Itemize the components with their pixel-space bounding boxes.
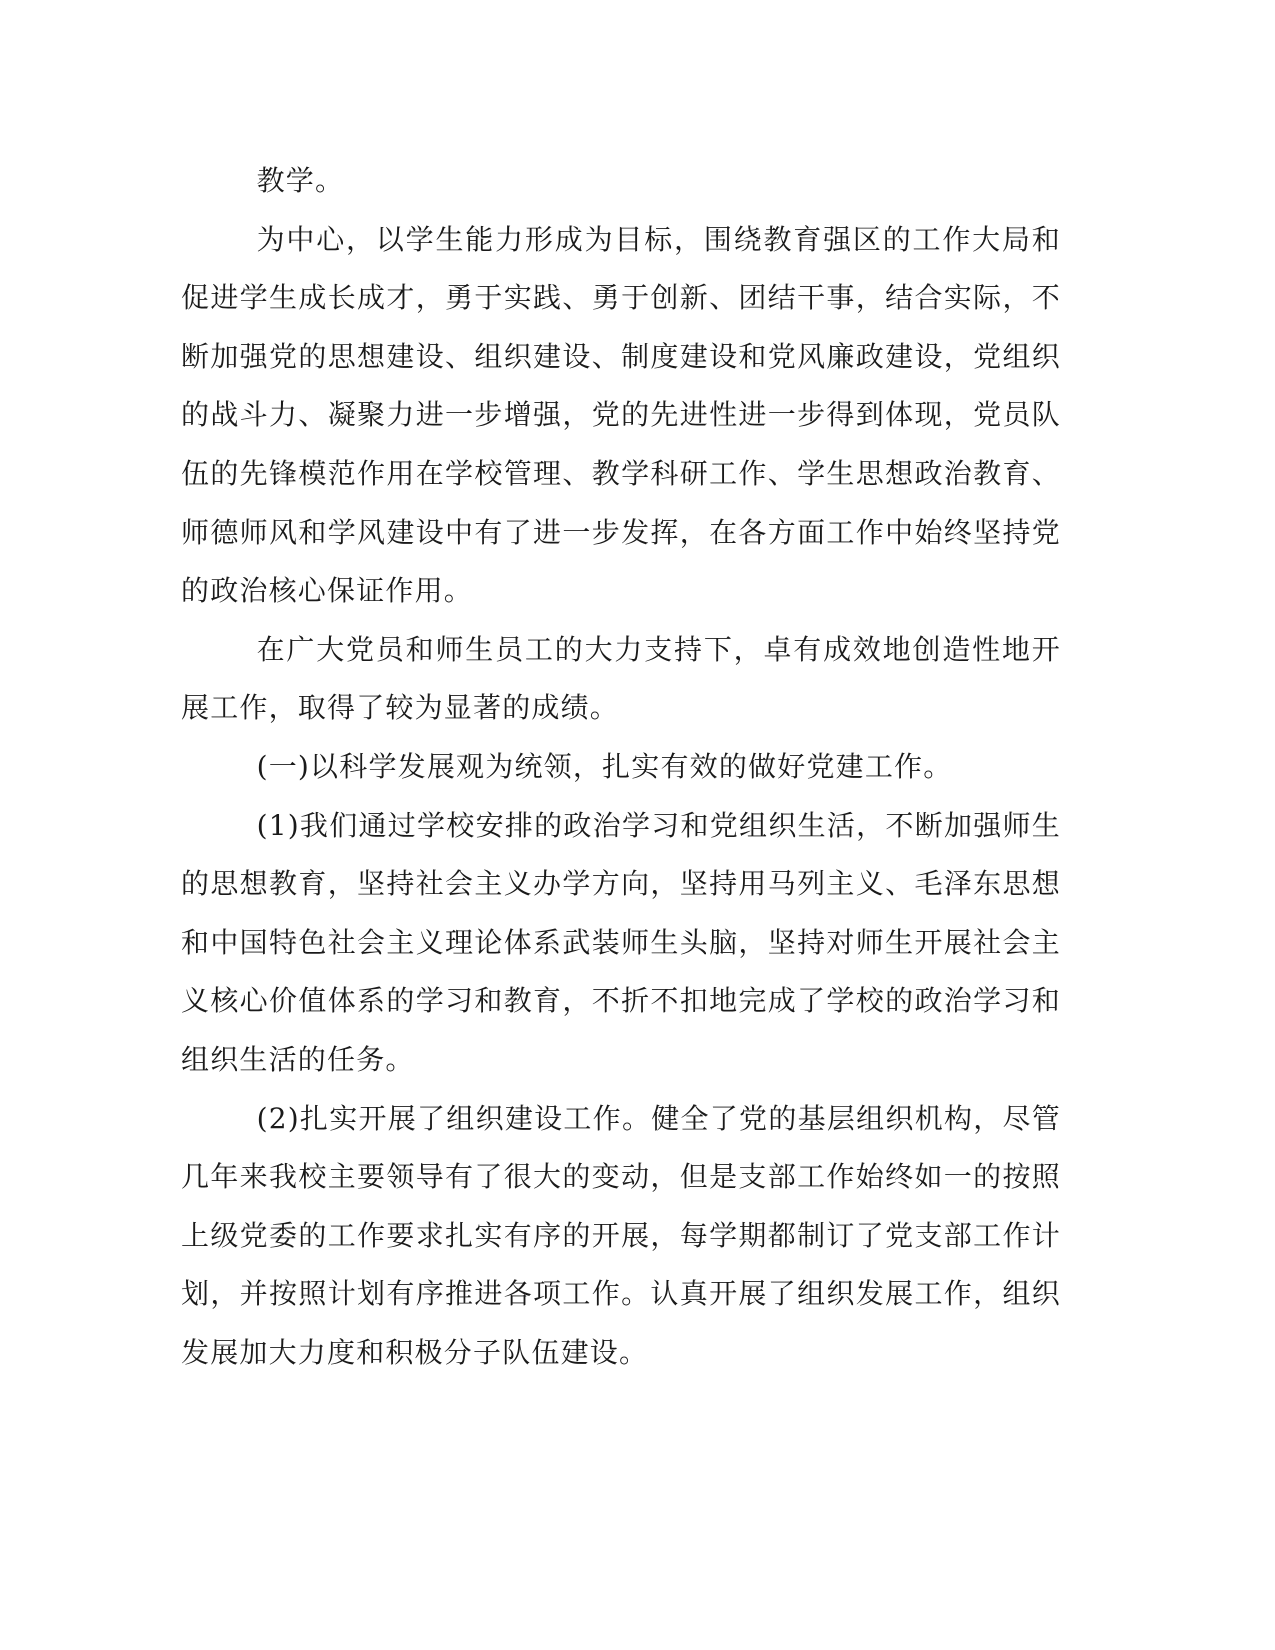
section-heading-1: (一)以科学发展观为统领，扎实有效的做好党建工作。 <box>256 749 953 783</box>
paragraph-teaching: 教学。 <box>256 164 345 197</box>
paragraph-item-2: (2)扎实开展了组织建设工作。健全了党的基层组织机构，尽管几年来我校主要领导有了很大的变动，但是支部工作始终如一的按照上级党委的工作要求扎实有序的开展，每学期都制订了党支部工作计划，并按照计划有序推进各项工作。认真开展了组织发展工作，组织发展加大力度和积极分子队伍建设。 <box>181 1101 1061 1369</box>
paragraph-item-1: (1)我们通过学校安排的政治学习和党组织生活，不断加强师生的思想教育，坚持社会主义办学方向，坚持用马列主义、毛泽东思想和中国特色社会主义理论体系武装师生头脑，坚持对师生开展社会主义核心价值体系的学习和教育，不折不扣地完成了学校的政治学习和组织生活的任务。 <box>181 808 1061 1076</box>
paragraph-party-building-overview: 为中心，以学生能力形成为目标，围绕教育强区的工作大局和促进学生成长成才，勇于实践、勇于创新、团结干事，结合实际，不断加强党的思想建设、组织建设、制度建设和党风廉政建设，党组织的战斗力、凝聚力进一步增强，党的先进性进一步得到体现，党员队伍的先锋模范作用在学校管理、教学科研工作、学生思想政治教育、师德师风和学风建设中有了进一步发挥，在各方面工作中始终坚持党的政治核心保证作用。 <box>181 222 1061 608</box>
paragraph-achievements: 在广大党员和师生员工的大力支持下，卓有成效地创造性地开展工作，取得了较为显著的成绩。 <box>181 632 1061 725</box>
document-body <box>181 152 1061 1382</box>
